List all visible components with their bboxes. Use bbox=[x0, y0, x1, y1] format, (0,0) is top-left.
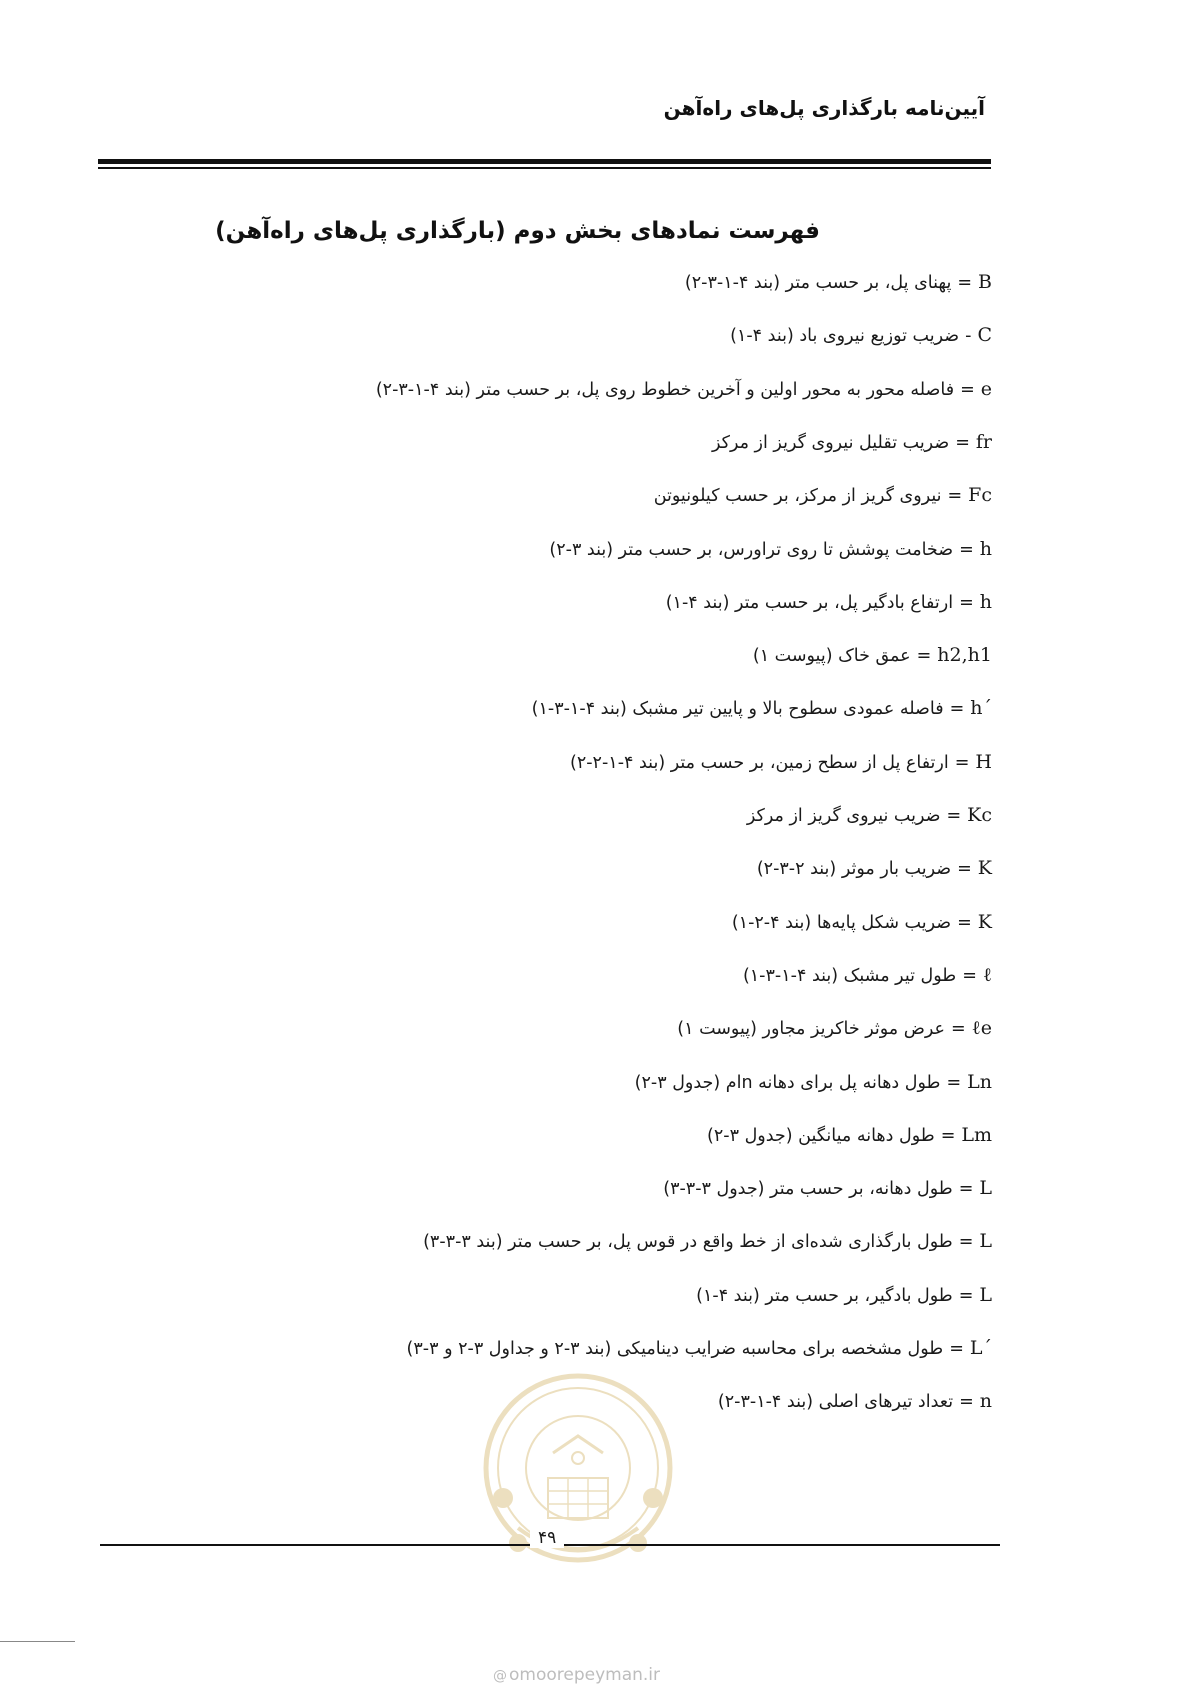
symbol-name: H bbox=[975, 750, 992, 773]
symbol-separator: = bbox=[954, 752, 970, 773]
symbol-entry bbox=[730, 315, 992, 355]
symbol-entry bbox=[376, 369, 992, 409]
symbol-name: B bbox=[978, 271, 992, 293]
symbol-description: ارتفاع پل از سطح زمین، بر حسب متر (بند ۴-۱-۲-۲) bbox=[569, 752, 949, 773]
page-number: ۴۹ bbox=[530, 1528, 564, 1548]
symbol-entry bbox=[663, 1168, 992, 1208]
symbol-entry bbox=[532, 688, 992, 728]
symbol-separator: = bbox=[959, 1392, 974, 1413]
watermark-text: omoorepeyman.ir bbox=[509, 1665, 661, 1685]
symbol-description: نیروی گریز از مرکز، بر حسب کیلونیوتن bbox=[653, 486, 942, 507]
watermark-seal-icon bbox=[478, 1358, 678, 1586]
symbol-separator: = bbox=[946, 806, 962, 826]
symbol-name: h bbox=[979, 590, 992, 613]
symbol-separator: = bbox=[946, 1072, 962, 1093]
symbol-separator: = bbox=[960, 379, 975, 400]
symbol-description: طول بادگیر، بر حسب متر (بند ۴-۱) bbox=[696, 1285, 953, 1306]
symbol-separator: - bbox=[965, 326, 972, 347]
symbol-separator: = bbox=[916, 646, 932, 667]
symbol-name: C bbox=[977, 324, 992, 347]
symbol-separator: = bbox=[958, 1232, 974, 1253]
symbol-separator: = bbox=[962, 965, 977, 986]
symbol-description: طول بارگذاری شده‌ای از خط واقع در قوس پل، بر حسب متر (بند ۳-۳-۳) bbox=[423, 1232, 953, 1253]
symbol-entry bbox=[718, 1381, 992, 1421]
symbol-entry bbox=[747, 795, 992, 835]
symbol-entry bbox=[712, 422, 992, 462]
symbol-description: ضریب نیروی گریز از مرکز bbox=[746, 806, 941, 826]
symbol-name: L bbox=[979, 1230, 992, 1253]
site-watermark bbox=[493, 1665, 660, 1685]
symbol-name: L bbox=[979, 1283, 992, 1306]
symbol-name: h2,h1 bbox=[937, 644, 992, 667]
symbol-name: K bbox=[977, 857, 992, 880]
symbol-entry bbox=[753, 635, 992, 675]
symbol-entry bbox=[635, 1062, 992, 1102]
symbol-name: e bbox=[980, 377, 992, 400]
symbol-separator: = bbox=[957, 859, 972, 880]
at-sign-icon: @ bbox=[493, 1668, 507, 1684]
symbol-description: طول مشخصه برای محاسبه ضرایب دینامیکی (بند ۳-۲ و جداول ۳-۲ و ۳-۳) bbox=[406, 1339, 944, 1359]
section-title: فهرست نمادهای بخش دوم (بارگذاری پل‌های راه‌آهن) bbox=[215, 218, 820, 244]
symbol-name: L bbox=[979, 1177, 992, 1200]
symbol-description: فاصله عمودی سطوح بالا و پایین تیر مشبک (بند ۴-۱-۳-۱) bbox=[531, 699, 944, 720]
symbol-name: L´ bbox=[969, 1337, 992, 1359]
symbol-name: Fc bbox=[968, 484, 992, 507]
symbol-name: Kc bbox=[967, 804, 992, 826]
symbol-entry bbox=[685, 262, 992, 302]
symbol-separator: = bbox=[957, 273, 973, 293]
symbol-name: h bbox=[979, 537, 992, 560]
symbol-description: طول تیر مشبک (بند ۴-۱-۳-۱) bbox=[742, 965, 957, 986]
symbol-separator: = bbox=[940, 1125, 956, 1146]
symbol-entry bbox=[570, 742, 992, 782]
symbol-entry bbox=[549, 529, 992, 569]
symbol-separator: = bbox=[949, 699, 965, 720]
symbol-description: ارتفاع بادگیر پل، بر حسب متر (بند ۴-۱) bbox=[665, 592, 954, 613]
symbol-description: ضریب تقلیل نیروی گریز از مرکز bbox=[711, 432, 950, 453]
symbol-name: fr bbox=[975, 430, 992, 453]
symbol-description: عرض موثر خاکریز مجاور (پیوست ۱) bbox=[677, 1019, 945, 1040]
margin-mark bbox=[0, 1641, 75, 1642]
symbol-description: فاصله محور به محور اولین و آخرین خطوط روی پل، بر حسب متر (بند ۴-۱-۳-۲) bbox=[375, 379, 955, 400]
symbol-separator: = bbox=[947, 486, 963, 507]
symbol-name: Lm bbox=[961, 1123, 992, 1146]
symbol-separator: = bbox=[950, 1019, 966, 1040]
symbol-separator: = bbox=[959, 592, 974, 613]
symbol-separator: = bbox=[949, 1339, 964, 1359]
symbol-description: ضریب بار موثر (بند ۲-۳-۲) bbox=[756, 859, 952, 880]
symbol-description: طول دهانه میانگین (جدول ۳-۲) bbox=[707, 1125, 935, 1146]
symbol-entry bbox=[677, 1008, 992, 1048]
symbol-entry bbox=[666, 582, 992, 622]
symbol-entry bbox=[757, 848, 992, 888]
symbol-name: K bbox=[977, 910, 992, 933]
symbol-separator: = bbox=[957, 912, 972, 933]
symbol-name: Ln bbox=[967, 1070, 992, 1093]
symbol-entry bbox=[743, 955, 992, 995]
symbol-entry bbox=[696, 1275, 992, 1315]
symbol-entry bbox=[423, 1221, 992, 1261]
symbol-entry bbox=[732, 902, 992, 942]
running-header-title: آیین‌نامه بارگذاری پل‌های راه‌آهن bbox=[663, 96, 985, 120]
symbol-separator: = bbox=[958, 1285, 974, 1306]
symbol-name: n bbox=[979, 1390, 992, 1413]
symbol-description: ضریب توزیع نیروی باد (بند ۴-۱) bbox=[730, 326, 960, 347]
symbol-description: تعداد تیرهای اصلی (بند ۴-۱-۳-۲) bbox=[717, 1392, 954, 1413]
symbol-description: طول دهانه، بر حسب متر (جدول ۳-۳-۳) bbox=[663, 1179, 953, 1200]
symbol-entry bbox=[707, 1115, 992, 1155]
symbol-entry bbox=[654, 475, 992, 515]
symbol-name: h´ bbox=[970, 697, 992, 720]
symbol-separator: = bbox=[955, 432, 970, 453]
symbol-separator: = bbox=[959, 539, 974, 560]
symbol-description: ضخامت پوشش تا روی تراورس، بر حسب متر (بند ۳-۲) bbox=[549, 539, 954, 560]
symbol-name: ℓe bbox=[971, 1017, 992, 1040]
symbol-description: ضریب شکل پایه‌ها (بند ۴-۲-۱) bbox=[731, 912, 952, 933]
symbol-description: طول دهانه پل برای دهانه nام (جدول ۳-۲) bbox=[634, 1072, 941, 1093]
symbol-description: عمق خاک (پیوست ۱) bbox=[752, 646, 911, 667]
symbol-description: پهنای پل، بر حسب متر (بند ۴-۱-۳-۲) bbox=[684, 273, 952, 293]
symbol-name: ℓ bbox=[982, 963, 992, 986]
symbol-separator: = bbox=[958, 1179, 974, 1200]
